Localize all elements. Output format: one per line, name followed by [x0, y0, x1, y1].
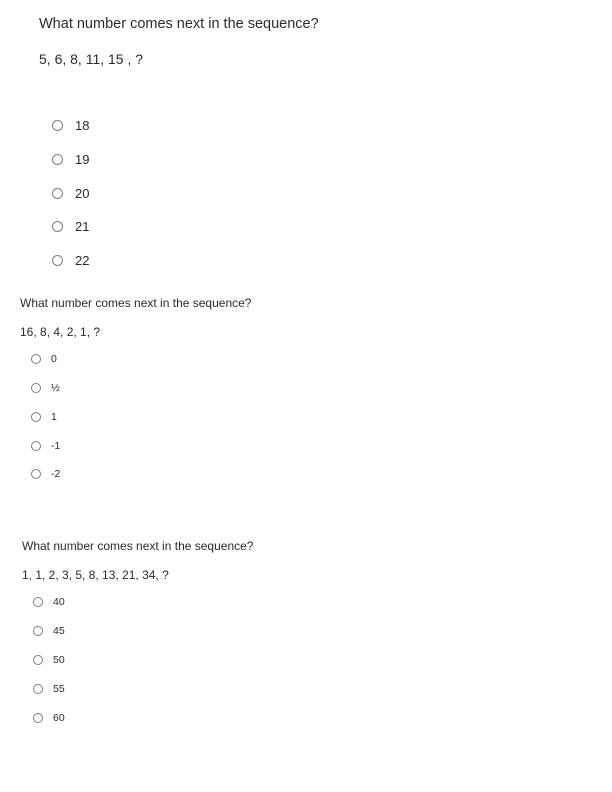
- option-label: -2: [51, 468, 61, 480]
- option-label: 60: [53, 712, 65, 724]
- option-label: 21: [75, 219, 90, 234]
- option-label: 45: [53, 625, 65, 637]
- answer-option[interactable]: [31, 440, 60, 452]
- radio-button[interactable]: [52, 188, 63, 199]
- answer-option[interactable]: [33, 654, 65, 666]
- radio-button[interactable]: [33, 684, 43, 694]
- option-label: 22: [75, 253, 90, 268]
- answer-option[interactable]: [33, 712, 65, 724]
- option-label: ½: [51, 382, 60, 394]
- answer-option[interactable]: [52, 253, 89, 268]
- answer-option[interactable]: [33, 683, 65, 695]
- answer-option[interactable]: [52, 219, 89, 234]
- option-label: 18: [75, 118, 90, 133]
- option-label: 50: [53, 654, 65, 666]
- question-sequence: 5, 6, 8, 11, 15 , ?: [39, 51, 144, 67]
- answer-option[interactable]: [31, 353, 57, 365]
- radio-button[interactable]: [52, 221, 63, 232]
- option-label: 19: [75, 152, 90, 167]
- question-sequence: 16, 8, 4, 2, 1, ?: [20, 325, 101, 339]
- option-label: 55: [53, 683, 65, 695]
- radio-button[interactable]: [33, 626, 43, 636]
- radio-button[interactable]: [31, 469, 41, 479]
- answer-option[interactable]: [33, 596, 65, 608]
- question-prompt: What number comes next in the sequence?: [39, 16, 319, 32]
- radio-button[interactable]: [33, 655, 43, 665]
- question-prompt: What number comes next in the sequence?: [20, 296, 252, 310]
- radio-button[interactable]: [52, 154, 63, 165]
- answer-option[interactable]: [31, 411, 57, 423]
- question-sequence: 1, 1, 2, 3, 5, 8, 13, 21, 34, ?: [22, 568, 169, 582]
- answer-option[interactable]: [31, 382, 60, 394]
- radio-button[interactable]: [31, 354, 41, 364]
- answer-option[interactable]: [33, 625, 65, 637]
- radio-button[interactable]: [33, 597, 43, 607]
- radio-button[interactable]: [31, 441, 41, 451]
- option-label: 0: [51, 353, 57, 365]
- radio-button[interactable]: [31, 412, 41, 422]
- answer-option[interactable]: [31, 468, 60, 480]
- option-label: 20: [75, 186, 90, 201]
- question-prompt: What number comes next in the sequence?: [22, 539, 254, 553]
- option-label: 40: [53, 596, 65, 608]
- radio-button[interactable]: [52, 120, 63, 131]
- answer-option[interactable]: [52, 118, 89, 133]
- option-label: 1: [51, 411, 57, 423]
- answer-option[interactable]: [52, 152, 89, 167]
- radio-button[interactable]: [33, 713, 43, 723]
- radio-button[interactable]: [31, 383, 41, 393]
- answer-option[interactable]: [52, 186, 89, 201]
- option-label: -1: [51, 440, 61, 452]
- radio-button[interactable]: [52, 255, 63, 266]
